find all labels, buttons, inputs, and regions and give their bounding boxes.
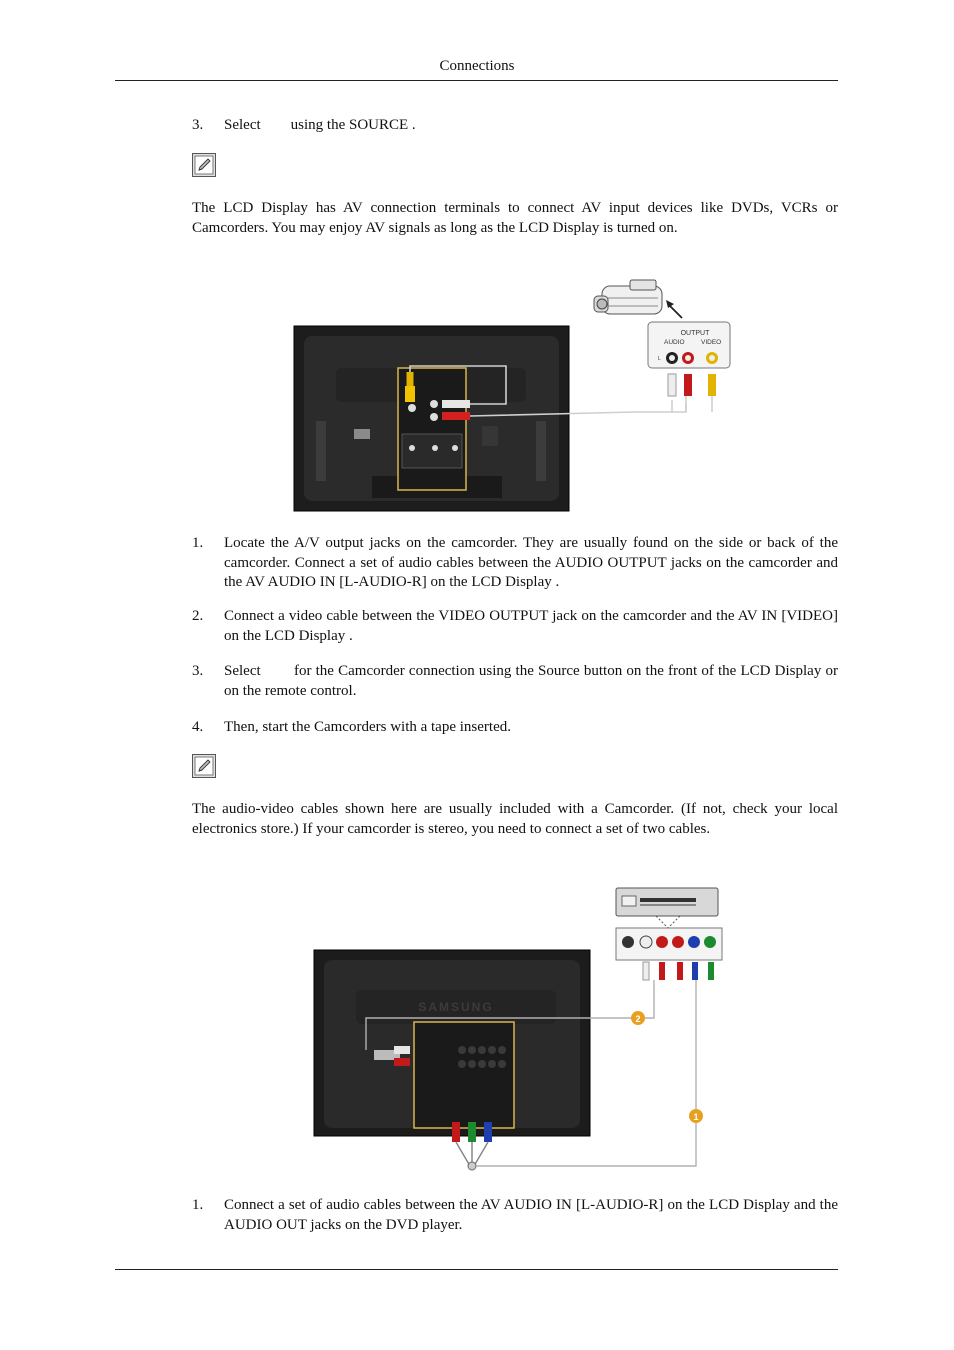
step-number: 4. <box>192 719 204 735</box>
dvd-step-1 <box>192 1196 838 1235</box>
note1-text: The LCD Display has AV connection terminals to connect AV input devices like DVDs, VCRs or Camcorders. You may enjoy AV signals as long as the LCD Display is turned on. <box>192 200 838 236</box>
note-pencil-icon <box>192 754 216 778</box>
panel-label-output: OUTPUT <box>680 330 710 337</box>
rca-plugs <box>668 374 716 396</box>
page-header: Connections <box>439 58 515 74</box>
component-plugs <box>452 1122 492 1142</box>
step-select-source <box>192 116 838 136</box>
camcorder-connection-diagram <box>290 276 740 514</box>
brand-text: SAMSUNG <box>418 1000 494 1014</box>
step-number: 1. <box>192 535 204 551</box>
camcorder-icon <box>594 280 662 314</box>
footer-rule <box>115 1269 838 1270</box>
step-text: Connect a set of audio cables between the AV AUDIO IN [L-AUDIO-R] on the LCD Display and the AUDIO OUT jacks on the DVD player. <box>224 1197 838 1233</box>
dvd-connection-diagram <box>310 884 730 1174</box>
step-text: Locate the A/V output jacks on the camcorder. They are usually found on the side or back of the camcorder. Connect a set of audio cables between the AUDIO OUTPUT jacks on the camcorder and the AV AUDIO IN [L-AUDIO-R] on the LCD Display . <box>224 535 838 590</box>
display-vent-left <box>316 421 326 481</box>
step-text: Select for the Camcorder connection using the Source button on the front of the LCD Display or on the remote control. <box>224 663 842 699</box>
note-pencil-icon <box>192 153 216 177</box>
display-vent-right <box>536 421 546 481</box>
step-number: 1. <box>192 1197 204 1213</box>
note2-text: The audio-video cables shown here are usually included with a Camcorder. (If not, check your local electronics store.) If your camcorder is stereo, you need to connect a set of two cables. <box>192 801 838 837</box>
camcorder-step-3 <box>192 662 842 701</box>
step-text: Then, start the Camcorders with a tape inserted. <box>224 719 511 735</box>
header-rule <box>115 80 838 81</box>
callout-2-text: 2 <box>635 1014 641 1024</box>
panel-label-audio: AUDIO <box>664 339 685 346</box>
panel-label-l: L <box>658 356 661 362</box>
camcorder-step-1 <box>192 534 838 593</box>
camcorder-step-2 <box>192 607 838 646</box>
step-text: Connect a video cable between the VIDEO OUTPUT jack on the camcorder and the AV IN [VIDEO] on the LCD Display . <box>224 608 838 644</box>
camcorder-step-4 <box>192 718 838 738</box>
dvd-rca-plugs <box>643 962 714 980</box>
step-number: 2. <box>192 608 204 624</box>
step-text: Select using the SOURCE . <box>224 117 416 133</box>
panel-label-video: VIDEO <box>701 339 722 346</box>
dvd-player-icon <box>616 888 718 916</box>
step-number: 3. <box>192 117 204 133</box>
callout-1-text: 1 <box>693 1112 699 1122</box>
camcorder-jacks <box>666 352 718 364</box>
step-number: 3. <box>192 663 204 679</box>
